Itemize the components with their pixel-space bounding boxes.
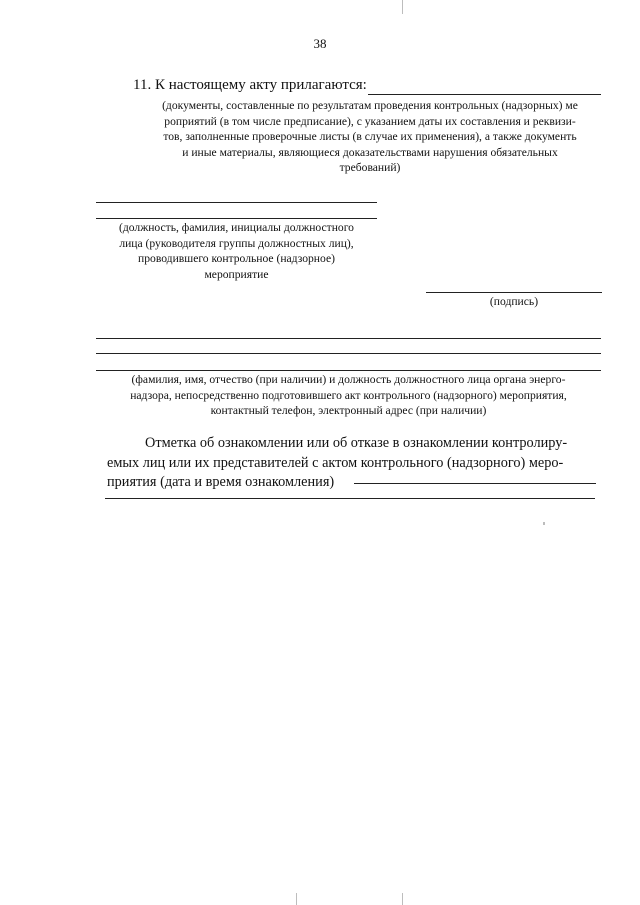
preparer-line (96, 370, 601, 371)
scan-edge-mark-bottom-right (402, 893, 403, 905)
preparer-caption-line: (фамилия, имя, отчество (при наличии) и должность должностного лица органа энерго- (131, 373, 566, 386)
preparer-caption-line: надзора, непосредственно подготовившего акт контрольного (надзорного) мероприятия, (130, 388, 567, 402)
section-heading: 11. К настоящему акту прилагаются: (133, 77, 367, 93)
official-caption-line: проводившего контрольное (надзорное) (138, 252, 335, 265)
attachments-note (110, 98, 630, 176)
heading-fill-line (368, 94, 601, 95)
attachments-note-line: и иные материалы, являющиеся доказательствами нарушения обязательных (182, 145, 558, 159)
preparer-line (96, 353, 601, 354)
preparer-caption (96, 372, 601, 419)
attachments-note-line: роприятий (в том числе предписание), с указанием даты их составления и реквизи- (164, 114, 576, 128)
scan-dust-speck (543, 522, 545, 525)
official-position-line (96, 218, 377, 219)
acknowledgement-fill-line (354, 483, 596, 484)
official-caption-line: (должность, фамилия, инициалы должностного (119, 221, 354, 234)
official-caption-line: мероприятие (204, 267, 269, 281)
signature-line (426, 292, 602, 293)
attachments-note-line: (документы, составленные по результатам проведения контрольных (надзорных) ме (162, 99, 578, 112)
preparer-line (96, 338, 601, 339)
attachments-note-line: тов, заполненные проверочные листы (в случае их применения), а также документь (163, 130, 577, 143)
official-position-line (96, 202, 377, 203)
page-number: 38 (313, 36, 327, 51)
signature-caption: (подпись) (489, 295, 539, 308)
official-caption (96, 220, 377, 282)
acknowledgement-line: приятия (дата и время ознакомления) (107, 474, 335, 490)
official-caption-line: лица (руководителя группы должностных лиц), (119, 236, 354, 250)
attachments-note-line: требований) (339, 161, 401, 174)
preparer-caption-line: контактный телефон, электронный адрес (при наличии) (210, 404, 487, 417)
acknowledgement-fill-line (105, 498, 595, 499)
scan-edge-mark-top (402, 0, 403, 14)
scan-edge-mark-bottom-left (296, 893, 297, 905)
acknowledgement-line: емых лиц или их представителей с актом контрольного (надзорного) меро- (107, 454, 564, 471)
acknowledgement-line: Отметка об ознакомлении или об отказе в ознакомлении контролиру- (145, 435, 568, 451)
